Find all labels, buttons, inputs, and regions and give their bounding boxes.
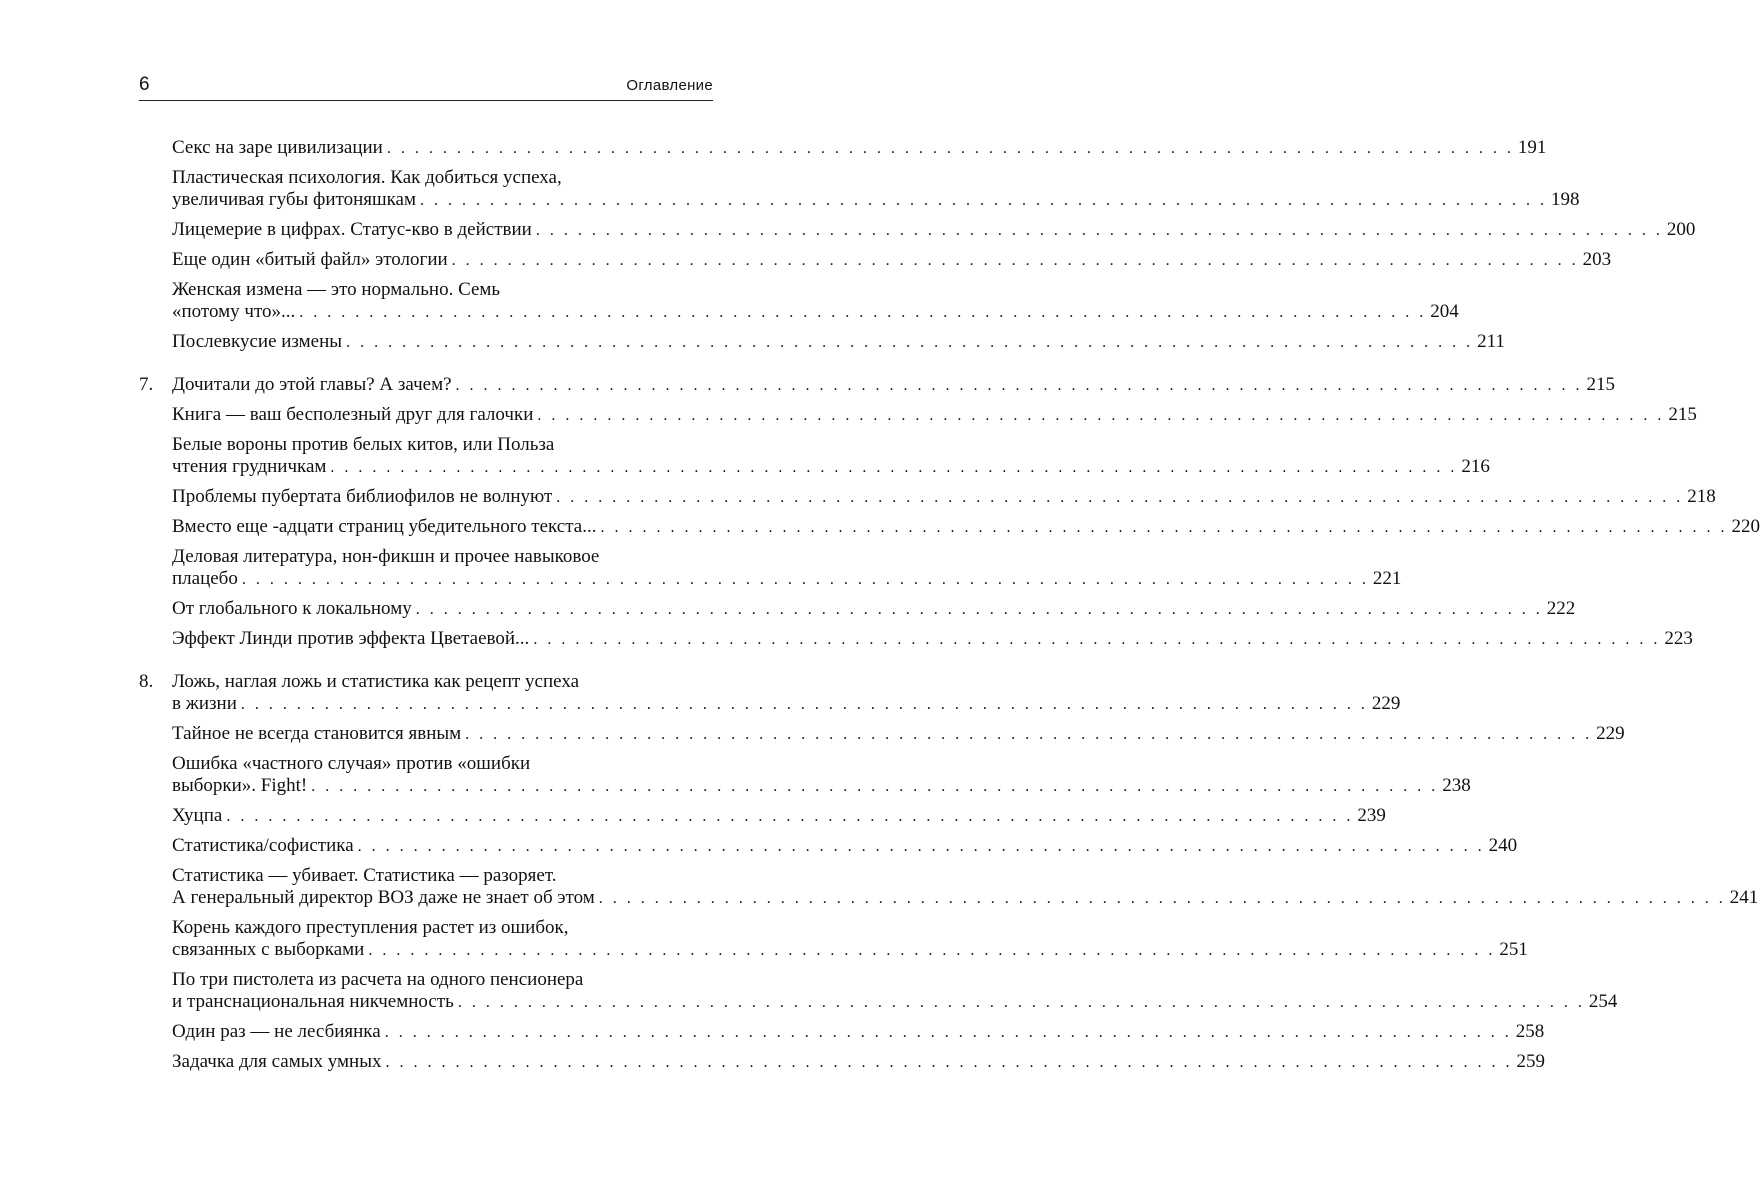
- entry-last-line: [172, 516, 1760, 539]
- entry-page-number: 204: [1430, 301, 1459, 322]
- entry-title-line: Книга — ваш бесполезный друг для галочки: [172, 404, 534, 425]
- entry-title-line: Статистика/софистика: [172, 835, 354, 856]
- entry-last-line: [172, 486, 1716, 509]
- toc-entry: [139, 137, 1547, 160]
- entry-page-number: 254: [1588, 991, 1618, 1012]
- entry-title-line: Пластическая психология. Как добиться успеха,: [172, 167, 562, 188]
- toc-entry: [139, 723, 1625, 746]
- entry-title-line: Эффект Линди против эффекта Цветаевой...: [172, 628, 530, 649]
- entry-page-number: 240: [1488, 835, 1518, 856]
- entry-title-line: А генеральный директор ВОЗ даже не знает об этом: [172, 887, 595, 908]
- toc-entry: [139, 331, 1505, 354]
- dot-leader: . . . . . . . . . . . . . . . . . . . . . . . . . . . . . . . . . . . . . . . . . . . . . . . . . . . . . . . . . . . . . . . . . . . . . . . . . . . . . . . . .: [385, 1054, 1513, 1071]
- entry-last-line: [172, 939, 1528, 962]
- entry-last-line: [172, 723, 1625, 746]
- entry-page-number: 259: [1516, 1051, 1545, 1072]
- entry-title-line: Проблемы пубертата библиофилов не волнуют: [172, 486, 553, 507]
- entry-title-line: Вместо еще -адцати страниц убедительного текста...: [172, 516, 597, 537]
- entry-page-number: 211: [1477, 331, 1505, 352]
- chapter-number: 7.: [139, 374, 154, 395]
- entry-last-line: [172, 991, 1618, 1014]
- toc-entry: [139, 598, 1576, 621]
- entry-title-line: Ложь, наглая ложь и статистика как рецепт успеха: [172, 671, 580, 692]
- entry-title-line: Один раз — не лесбиянка: [172, 1021, 381, 1042]
- entry-title-line: «потому что»...: [172, 301, 296, 322]
- entry-title-line: От глобального к локальному: [172, 598, 412, 619]
- dot-leader: . . . . . . . . . . . . . . . . . . . . . . . . . . . . . . . . . . . . . . . . . . . . . . . . . . . . . . . . . . . . . . . . . . . . . . . . . . . . . . . . .: [240, 696, 1368, 713]
- chapter-number: 8.: [139, 671, 154, 692]
- entry-title-line: связанных с выборками: [172, 939, 365, 960]
- entry-title-line: и транснациональная никчемность: [172, 991, 454, 1012]
- entry-last-line: [172, 805, 1386, 828]
- entry-last-line: [172, 628, 1693, 651]
- entry-title-line: плацебо: [172, 568, 238, 589]
- toc-entry: [139, 835, 1518, 858]
- entry-last-line: [172, 456, 1490, 479]
- dot-leader: . . . . . . . . . . . . . . . . . . . . . . . . . . . . . . . . . . . . . . . . . . . . . . . . . . . . . . . . . . . . . . . . . . . . . . . . . . . . . . . . .: [533, 631, 1661, 648]
- dot-leader: . . . . . . . . . . . . . . . . . . . . . . . . . . . . . . . . . . . . . . . . . . . . . . . . . . . . . . . . . . . . . . . . . . . . . . . . . . . . . . . . .: [346, 334, 1474, 351]
- dot-leader: . . . . . . . . . . . . . . . . . . . . . . . . . . . . . . . . . . . . . . . . . . . . . . . . . . . . . . . . . . . . . . . . . . . . . . . . . . . . . . . . .: [598, 890, 1726, 907]
- entry-title-line: Задачка для самых умных: [172, 1051, 382, 1072]
- entry-last-line: [172, 374, 1616, 397]
- entry-page-number: 200: [1666, 219, 1696, 240]
- entry-title-line: Статистика — убивает. Статистика — разоряет.: [172, 865, 557, 886]
- entry-last-line: [172, 189, 1580, 212]
- entry-page-number: 191: [1517, 137, 1547, 158]
- dot-leader: . . . . . . . . . . . . . . . . . . . . . . . . . . . . . . . . . . . . . . . . . . . . . . . . . . . . . . . . . . . . . . . . . . . . . . . . . . . . . . . . .: [368, 942, 1496, 959]
- dot-leader: . . . . . . . . . . . . . . . . . . . . . . . . . . . . . . . . . . . . . . . . . . . . . . . . . . . . . . . . . . . . . . . . . . . . . . . . . . . . . . . . .: [457, 994, 1585, 1011]
- entry-title-line: Секс на заре цивилизации: [172, 137, 383, 158]
- dot-leader: . . . . . . . . . . . . . . . . . . . . . . . . . . . . . . . . . . . . . . . . . . . . . . . . . . . . . . . . . . . . . . . . . . . . . . . . . . . . . . . . .: [226, 808, 1354, 825]
- entry-title-line: Лицемерие в цифрах. Статус-кво в действии: [172, 219, 532, 240]
- toc-entry: [139, 1051, 1545, 1074]
- entry-page-number: 258: [1515, 1021, 1545, 1042]
- entry-title-line: Послевкусие измены: [172, 331, 343, 352]
- toc-entry: [139, 805, 1386, 828]
- entry-page-number: 216: [1461, 456, 1490, 477]
- entry-title-line: Корень каждого преступления растет из ошибок,: [172, 917, 569, 938]
- dot-leader: . . . . . . . . . . . . . . . . . . . . . . . . . . . . . . . . . . . . . . . . . . . . . . . . . . . . . . . . . . . . . . . . . . . . . . . . . . . . . . . . .: [415, 601, 1543, 618]
- running-title: Оглавление: [626, 77, 713, 94]
- entry-last-line: [172, 693, 1401, 716]
- dot-leader: . . . . . . . . . . . . . . . . . . . . . . . . . . . . . . . . . . . . . . . . . . . . . . . . . . . . . . . . . . . . . . . . . . . . . . . . . . . . . . . . .: [420, 192, 1548, 209]
- dot-leader: . . . . . . . . . . . . . . . . . . . . . . . . . . . . . . . . . . . . . . . . . . . . . . . . . . . . . . . . . . . . . . . . . . . . . . . . . . . . . . . . .: [556, 489, 1684, 506]
- toc-entry: [139, 1021, 1545, 1044]
- toc-entry: [139, 546, 1402, 591]
- entry-last-line: [172, 568, 1402, 591]
- entry-title-line: Еще один «битый файл» этологии: [172, 249, 448, 270]
- dot-leader: . . . . . . . . . . . . . . . . . . . . . . . . . . . . . . . . . . . . . . . . . . . . . . . . . . . . . . . . . . . . . . . . . . . . . . . . . . . . . . . . .: [465, 726, 1593, 743]
- dot-leader: . . . . . . . . . . . . . . . . . . . . . . . . . . . . . . . . . . . . . . . . . . . . . . . . . . . . . . . . . . . . . . . . . . . . . . . . . . . . . . . . .: [451, 252, 1579, 269]
- entry-last-line: [172, 598, 1576, 621]
- toc-entry: [139, 516, 1760, 539]
- table-of-contents: [139, 137, 1760, 1081]
- toc-entry: [139, 404, 1697, 427]
- entry-title-line: Белые вороны против белых китов, или Польза: [172, 434, 555, 455]
- entry-title-line: Тайное не всегда становится явным: [172, 723, 462, 744]
- entry-title-line: выборки». Fight!: [172, 775, 308, 796]
- entry-page-number: 229: [1371, 693, 1401, 714]
- entry-last-line: [172, 137, 1547, 160]
- dot-leader: . . . . . . . . . . . . . . . . . . . . . . . . . . . . . . . . . . . . . . . . . . . . . . . . . . . . . . . . . . . . . . . . . . . . . . . . . . . . . . . . .: [241, 571, 1369, 588]
- toc-entry: [139, 486, 1716, 509]
- toc-entry: [139, 671, 1401, 716]
- toc-entry: [139, 249, 1612, 272]
- entry-last-line: [172, 219, 1696, 242]
- entry-title-line: Женская измена — это нормально. Семь: [172, 279, 501, 300]
- toc-entry: [139, 917, 1528, 962]
- entry-page-number: 222: [1546, 598, 1576, 619]
- toc-entry: [139, 753, 1471, 798]
- entry-title-line: Дочитали до этой главы? А зачем?: [172, 374, 452, 395]
- dot-leader: . . . . . . . . . . . . . . . . . . . . . . . . . . . . . . . . . . . . . . . . . . . . . . . . . . . . . . . . . . . . . . . . . . . . . . . . . . . . . . . . .: [537, 407, 1665, 424]
- dot-leader: . . . . . . . . . . . . . . . . . . . . . . . . . . . . . . . . . . . . . . . . . . . . . . . . . . . . . . . . . . . . . . . . . . . . . . . . . . . . . . . . .: [384, 1024, 1512, 1041]
- entry-page-number: 239: [1357, 805, 1386, 826]
- entry-page-number: 238: [1442, 775, 1471, 796]
- entry-last-line: [172, 404, 1697, 427]
- entry-page-number: 251: [1499, 939, 1528, 960]
- page-header: [139, 74, 713, 101]
- dot-leader: . . . . . . . . . . . . . . . . . . . . . . . . . . . . . . . . . . . . . . . . . . . . . . . . . . . . . . . . . . . . . . . . . . . . . . . . . . . . . . . . .: [386, 140, 1514, 157]
- entry-title-line: По три пистолета из расчета на одного пенсионера: [172, 969, 584, 990]
- dot-leader: . . . . . . . . . . . . . . . . . . . . . . . . . . . . . . . . . . . . . . . . . . . . . . . . . . . . . . . . . . . . . . . . . . . . . . . . . . . . . . . . .: [455, 377, 1583, 394]
- page-number: 6: [139, 74, 150, 95]
- entry-last-line: [172, 887, 1759, 910]
- entry-last-line: [172, 249, 1612, 272]
- entry-title-line: в жизни: [172, 693, 237, 714]
- toc-entry: [139, 434, 1490, 479]
- entry-title-line: чтения грудничкам: [172, 456, 327, 477]
- entry-page-number: 221: [1372, 568, 1402, 589]
- entry-last-line: [172, 1021, 1545, 1044]
- toc-chapter: [139, 671, 1759, 1074]
- entry-page-number: 220: [1731, 516, 1760, 537]
- entry-last-line: [172, 331, 1505, 354]
- entry-page-number: 241: [1729, 887, 1759, 908]
- toc-chapter: [139, 137, 1696, 354]
- dot-leader: . . . . . . . . . . . . . . . . . . . . . . . . . . . . . . . . . . . . . . . . . . . . . . . . . . . . . . . . . . . . . . . . . . . . . . . . . . . . . . . . .: [311, 778, 1439, 795]
- entry-title-line: увеличивая губы фитоняшкам: [172, 189, 417, 210]
- entry-title-line: Деловая литература, нон-фикшн и прочее навыковое: [172, 546, 600, 567]
- dot-leader: . . . . . . . . . . . . . . . . . . . . . . . . . . . . . . . . . . . . . . . . . . . . . . . . . . . . . . . . . . . . . . . . . . . . . . . . . . . . . . . . .: [600, 519, 1728, 536]
- entry-page-number: 229: [1596, 723, 1625, 744]
- toc-entry: [139, 969, 1618, 1014]
- dot-leader: . . . . . . . . . . . . . . . . . . . . . . . . . . . . . . . . . . . . . . . . . . . . . . . . . . . . . . . . . . . . . . . . . . . . . . . . . . . . . . . . .: [299, 304, 1427, 321]
- toc-entry: [139, 279, 1459, 324]
- entry-last-line: [172, 301, 1459, 324]
- toc-entry: [139, 219, 1696, 242]
- dot-leader: . . . . . . . . . . . . . . . . . . . . . . . . . . . . . . . . . . . . . . . . . . . . . . . . . . . . . . . . . . . . . . . . . . . . . . . . . . . . . . . . .: [535, 222, 1663, 239]
- entry-page-number: 218: [1687, 486, 1716, 507]
- toc-entry: [139, 167, 1580, 212]
- dot-leader: . . . . . . . . . . . . . . . . . . . . . . . . . . . . . . . . . . . . . . . . . . . . . . . . . . . . . . . . . . . . . . . . . . . . . . . . . . . . . . . . .: [330, 459, 1458, 476]
- entry-title-line: Хуцпа: [172, 805, 223, 826]
- toc-entry: [139, 628, 1693, 651]
- entry-page-number: 215: [1586, 374, 1616, 395]
- toc-entry: [139, 865, 1759, 910]
- entry-page-number: 198: [1551, 189, 1580, 210]
- entry-page-number: 223: [1664, 628, 1693, 649]
- toc-entry: [139, 374, 1616, 397]
- entry-last-line: [172, 775, 1471, 798]
- toc-chapter: [139, 374, 1760, 651]
- entry-last-line: [172, 835, 1518, 858]
- entry-last-line: [172, 1051, 1545, 1074]
- entry-title-line: Ошибка «частного случая» против «ошибки: [172, 753, 531, 774]
- entry-page-number: 203: [1582, 249, 1612, 270]
- dot-leader: . . . . . . . . . . . . . . . . . . . . . . . . . . . . . . . . . . . . . . . . . . . . . . . . . . . . . . . . . . . . . . . . . . . . . . . . . . . . . . . . .: [357, 838, 1485, 855]
- entry-page-number: 215: [1668, 404, 1697, 425]
